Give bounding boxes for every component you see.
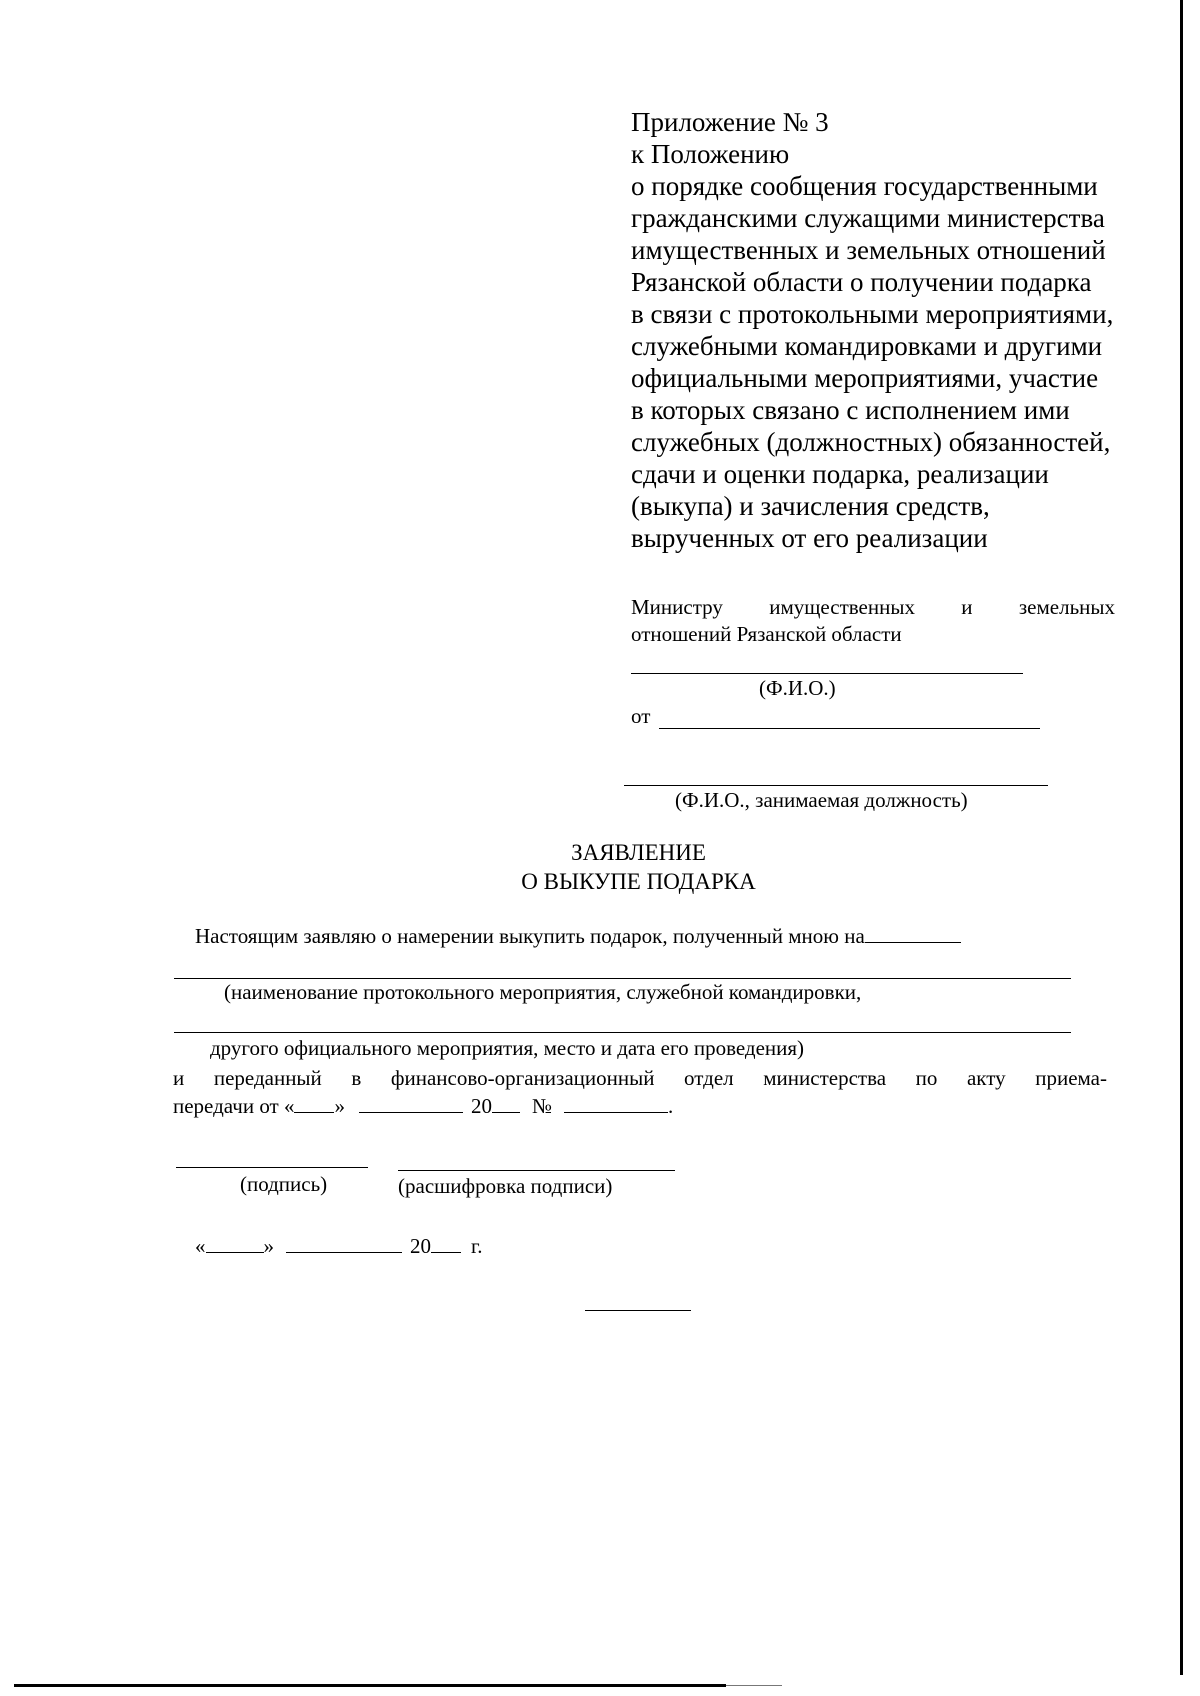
transfer-word: приема- [1035,1066,1107,1090]
signature-decode-caption: (расшифровка подписи) [398,1174,613,1198]
act-number-label: № [531,1094,553,1118]
addressee-word: Министру [631,595,723,619]
appendix-line: к Положению [631,139,790,169]
appendix-line: имущественных и земельных отношений [631,235,1106,265]
addressee-line-2: отношений Рязанской области [631,622,902,646]
transfer-word: и [173,1066,185,1090]
date-year-prefix: 20 [410,1234,431,1258]
appendix-line: в связи с протокольными мероприятиями, [631,299,1114,329]
date-day-field[interactable] [206,1234,264,1253]
document-subtitle: О ВЫКУПЕ ПОДАРКА [521,869,756,894]
act-line [173,1094,673,1119]
date-open-quote: « [195,1234,206,1258]
act-year-prefix: 20 [470,1094,492,1118]
minister-name-line[interactable] [631,673,1023,674]
appendix-line: (выкупа) и зачисления средств, [631,491,990,521]
appendix-line: Рязанской области о получении подарка [631,267,1092,297]
addressee-word: земельных [1018,595,1115,619]
transfer-word: по [915,1066,938,1090]
date-month-field[interactable] [286,1234,402,1253]
scan-edge-bottom [14,1684,726,1687]
appendix-line: служебными командировками и другими [631,331,1103,361]
appendix-line: вырученных от его реализации [631,523,988,553]
transfer-word: акту [966,1066,1006,1090]
act-quote-close: » [334,1094,345,1118]
applicant-position-line[interactable] [624,785,1048,786]
transfer-word: в [351,1066,362,1090]
scan-edge-right [1180,0,1183,1675]
transfer-word: отдел [684,1066,734,1090]
appendix-line: официальными мероприятиями, участие [631,363,1099,393]
event-details-line[interactable] [174,1032,1071,1033]
appendix-line: сдачи и оценки подарка, реализации [631,459,1049,489]
act-number-field[interactable] [564,1094,668,1113]
event-caption-2: другого официального мероприятия, место и дата его проведения) [210,1036,805,1060]
appendix-title: Приложение № 3 [631,107,829,137]
date-year-field[interactable] [431,1234,461,1253]
addressee-word: и [961,595,973,619]
fio-caption: (Ф.И.О.) [759,676,836,700]
appendix-line: в которых связано с исполнением ими [631,395,1070,425]
act-prefix: передачи от « [173,1094,295,1118]
from-label: от [631,704,651,728]
intro-sentence: Настоящим заявляю о намерении выкупить подарок, полученный мною на [195,924,865,948]
appendix-line: о порядке сообщения государственными [631,171,1098,201]
signature-decode-line[interactable] [398,1170,675,1171]
addressee-word: имущественных [769,595,915,619]
scan-edge-bottom-faint [726,1685,782,1686]
addressee-line-1 [631,595,1115,620]
act-month-field[interactable] [359,1094,463,1113]
from-caption: (Ф.И.О., занимаемая должность) [675,788,968,812]
event-name-line[interactable] [174,978,1071,979]
signature-caption: (подпись) [240,1172,328,1196]
event-caption-1: (наименование протокольного мероприятия, служебной командировки, [224,980,862,1004]
signature-date [195,1234,483,1259]
date-close-quote: » [263,1234,274,1258]
applicant-name-line[interactable] [659,728,1040,729]
appendix-line: служебных (должностных) обязанностей, [631,427,1111,457]
intro-text [195,924,961,949]
transfer-word: министерства [763,1066,887,1090]
transfer-text-line [173,1066,1107,1091]
date-year-suffix: г. [471,1234,483,1258]
event-fill-line[interactable] [865,924,961,943]
transfer-word: переданный [213,1066,322,1090]
appendix-line: гражданскими служащими министерства [631,203,1105,233]
act-end: . [668,1094,674,1118]
act-day-field[interactable] [294,1094,334,1113]
act-year-field[interactable] [492,1094,520,1113]
end-divider [585,1310,691,1311]
transfer-word: финансово-организационный [390,1066,655,1090]
signature-line[interactable] [176,1167,368,1168]
document-title: ЗАЯВЛЕНИЕ [571,840,706,865]
